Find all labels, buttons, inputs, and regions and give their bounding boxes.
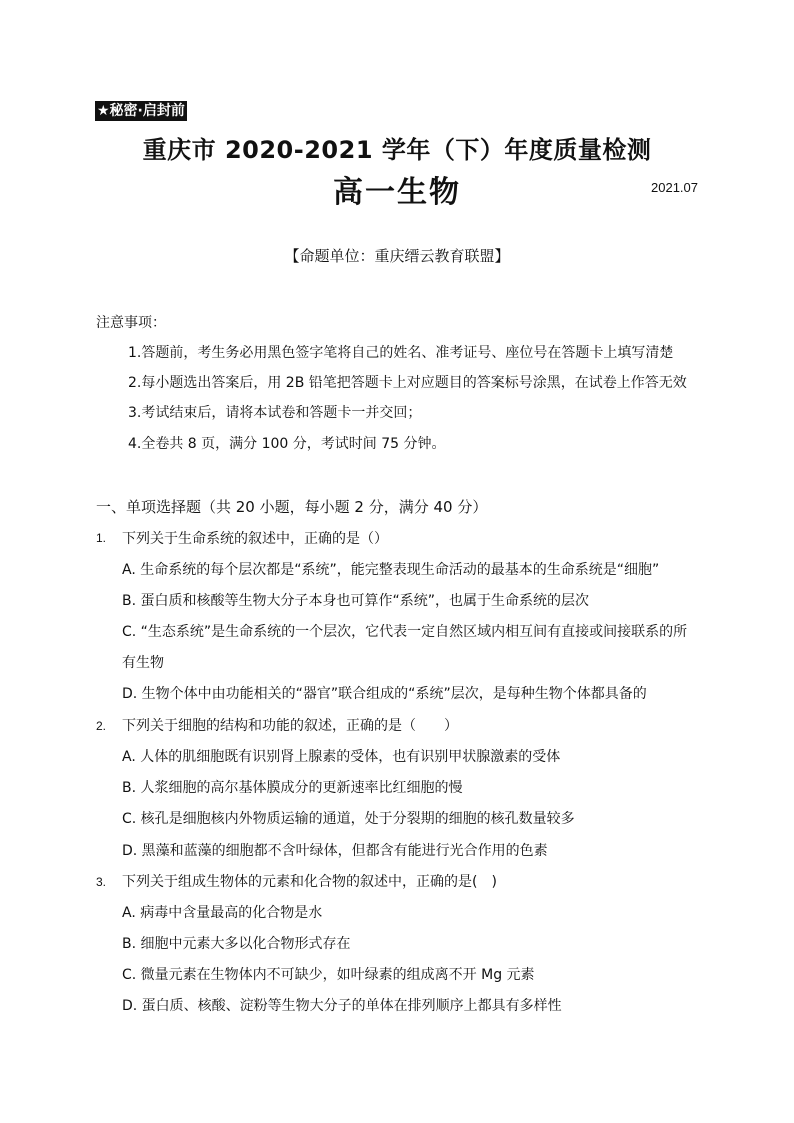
- question-number: 2.: [96, 719, 107, 733]
- question-option: C. 微量元素在生物体内不可缺少，如叶绿素的组成离不开 Mg 元素: [122, 967, 535, 983]
- question-stem: 下列关于组成生物体的元素和化合物的叙述中，正确的是( ): [122, 874, 497, 890]
- question-number: 3.: [96, 875, 107, 889]
- question-option: A. 病毒中含量最高的化合物是水: [122, 905, 323, 921]
- question-option: B. 蛋白质和核酸等生物大分子本身也可算作“系统”，也属于生命系统的层次: [122, 593, 590, 609]
- notice-item: 1.答题前，考生务必用黑色签字笔将自己的姓名、准考证号、座位号在答题卡上填写清楚: [128, 345, 674, 361]
- question-option: B. 人浆细胞的高尔基体膜成分的更新速率比红细胞的慢: [122, 780, 463, 796]
- confidential-badge: ★秘密·启封前: [97, 103, 185, 119]
- subject-title: 高一生物: [333, 175, 461, 210]
- question-number: 1.: [96, 531, 107, 545]
- question-stem: 下列关于细胞的结构和功能的叙述，正确的是（ ）: [122, 718, 458, 734]
- question-option: D. 蛋白质、核酸、淀粉等生物大分子的单体在排列顺序上都具有多样性: [122, 998, 562, 1014]
- notice-heading: 注意事项：: [96, 315, 166, 331]
- question-option: D. 生物个体中由功能相关的“器官”联合组成的“系统”层次，是每种生物个体都具备的: [122, 686, 647, 702]
- question-option-continued: 有生物: [122, 655, 164, 671]
- notice-item: 3.考试结束后，请将本试卷和答题卡一并交回；: [128, 405, 422, 421]
- question-option: B. 细胞中元素大多以化合物形式存在: [122, 936, 351, 952]
- issuing-unit: 【命题单位：重庆缙云教育联盟】: [284, 247, 510, 265]
- notice-item: 4.全卷共 8 页，满分 100 分，考试时间 75 分钟。: [128, 436, 446, 452]
- notice-item: 2.每小题选出答案后，用 2B 铅笔把答题卡上对应题目的答案标号涂黑，在试卷上作答无效: [128, 375, 687, 391]
- question-option: C. 核孔是细胞核内外物质运输的通道，处于分裂期的细胞的核孔数量较多: [122, 811, 575, 827]
- exam-date: 2021.07: [651, 180, 698, 195]
- question-option: C. “生态系统”是生命系统的一个层次，它代表一定自然区域内相互间有直接或间接联系的所: [122, 624, 688, 640]
- exam-title: 重庆市 2020-2021 学年（下）年度质量检测: [142, 136, 652, 164]
- section-title: 一、单项选择题（共 20 小题，每小题 2 分，满分 40 分）: [96, 498, 488, 516]
- question-option: A. 生命系统的每个层次都是“系统”，能完整表现生命活动的最基本的生命系统是“细胞”: [122, 562, 660, 578]
- question-option: A. 人体的肌细胞既有识别肾上腺素的受体，也有识别甲状腺激素的受体: [122, 749, 561, 765]
- question-stem: 下列关于生命系统的叙述中，正确的是（）: [122, 531, 388, 547]
- question-option: D. 黑藻和蓝藻的细胞都不含叶绿体，但都含有能进行光合作用的色素: [122, 843, 548, 859]
